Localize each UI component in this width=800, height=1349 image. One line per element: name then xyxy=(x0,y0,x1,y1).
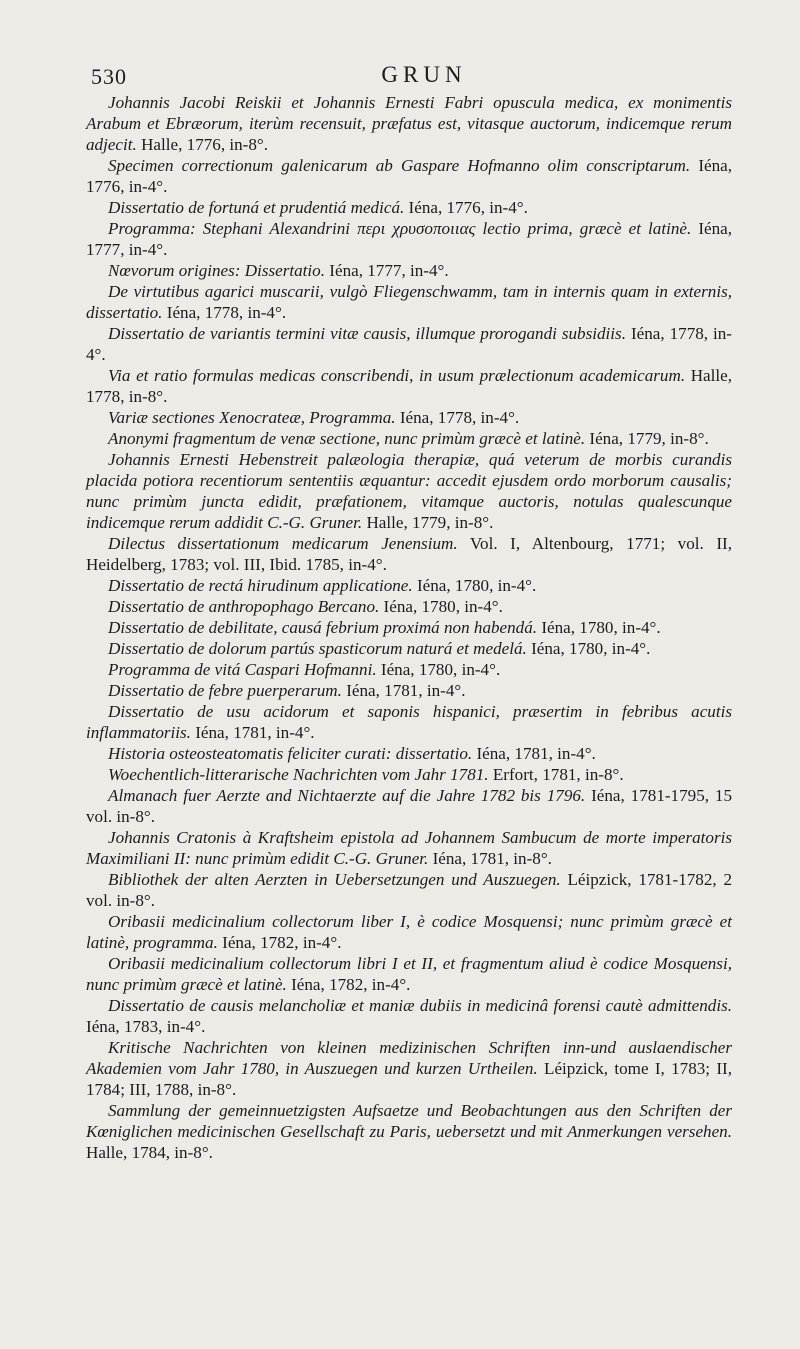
entry-details: Iéna, 1780, in-4°. xyxy=(383,597,503,616)
bibliography-entry xyxy=(86,953,732,995)
entry-title: Dissertatio de fortuná et prudentiá medicá. xyxy=(108,198,405,217)
bibliography-entry xyxy=(86,701,732,743)
bibliography-entry xyxy=(86,638,732,659)
bibliography-list xyxy=(86,92,732,1163)
entry-details: Léipzick, 1781-1782, 2 vol. in-8°. xyxy=(86,870,732,910)
bibliography-entry xyxy=(86,659,732,680)
entry-title: Variæ sectiones Xenocrateæ, Programma. xyxy=(108,408,396,427)
bibliography-entry xyxy=(86,617,732,638)
bibliography-entry xyxy=(86,281,732,323)
entry-title: Programma: Stephani Alexandrini περι χρυσοποιιας lectio prima, græcè et latinè. xyxy=(108,219,692,238)
entry-title: Oribasii medicinalium collectorum libri I et II, et fragmentum aliud è codice Mosquensi, nunc primùm græcè et latinè. xyxy=(86,954,732,994)
entry-details: Iéna, 1782, in-4°. xyxy=(291,975,411,994)
entry-title: Sammlung der gemeinnuetzigsten Aufsaetze und Beobachtungen aus den Schriften der Kœniglichen medicinischen Gesellschaft zu Paris, uebersetzt und mit Anmerkungen versehen. xyxy=(86,1101,732,1141)
entry-details: Iéna, 1780, in-4°. xyxy=(416,576,537,595)
entry-details: Halle, 1779, in-8°. xyxy=(366,513,494,532)
entry-title: Bibliothek der alten Aerzten in Uebersetzungen und Auszuegen. xyxy=(108,870,561,889)
entry-title: Dissertatio de febre puerperarum. xyxy=(108,681,342,700)
bibliography-entry xyxy=(86,449,732,533)
bibliography-entry xyxy=(86,575,732,596)
entry-details: Iéna, 1777, in-4°. xyxy=(329,261,449,280)
entry-title: Dissertatio de dolorum partús spasticorum naturá et medelá. xyxy=(108,639,527,658)
bibliography-entry xyxy=(86,1037,732,1100)
entry-details: Erfort, 1781, in-8°. xyxy=(492,765,624,784)
entry-title: Kritische Nachrichten von kleinen medizinischen Schriften inn-und auslaendischer Akademien vom Jahr 1780, in Auszuegen und kurzen Urtheilen. xyxy=(86,1038,732,1078)
entry-title: Nœvorum origines: Dissertatio. xyxy=(108,261,326,280)
bibliography-entry xyxy=(86,596,732,617)
entry-details: Iéna, 1778, in-4°. xyxy=(399,408,520,427)
entry-details: Iéna, 1777, in-4°. xyxy=(86,219,732,259)
bibliography-entry xyxy=(86,743,732,764)
bibliography-entry xyxy=(86,197,732,218)
running-head xyxy=(86,56,732,90)
entry-title: Anonymi fragmentum de venæ sectione, nunc primùm græcè et latinè. xyxy=(108,429,586,448)
bibliography-entry xyxy=(86,92,732,155)
bibliography-entry xyxy=(86,155,732,197)
entry-details: Halle, 1776, in-8°. xyxy=(141,135,269,154)
bibliography-entry xyxy=(86,827,732,869)
entry-details: Iéna, 1781, in-4°. xyxy=(476,744,596,763)
bibliography-entry xyxy=(86,785,732,827)
entry-title: Johannis Ernesti Hebenstreit palæologia therapiæ, quá veterum de morbis curandis placida potiora recentiorum sententiis æquantur: accedit ejusdem ordo morborum causalis; nunc primùm juncta edidit, præfationem, vitamque auctoris, notulas qualescunque indicemque rerum addidit C.-G. Gruner. xyxy=(86,450,732,532)
bibliography-entry xyxy=(86,995,732,1037)
entry-details: Léipzick, tome I, 1783; II, 1784; III, 1788, in-8°. xyxy=(86,1059,732,1099)
entry-details: Iéna, 1778, in-4°. xyxy=(86,324,733,364)
bibliography-entry xyxy=(86,260,732,281)
bibliography-entry xyxy=(86,680,732,701)
entry-details: Iéna, 1781-1795, 15 vol. in-8°. xyxy=(86,786,732,826)
entry-details: Halle, 1778, in-8°. xyxy=(86,366,732,406)
entry-details: Iéna, 1782, in-4°. xyxy=(222,933,342,952)
bibliography-entry xyxy=(86,764,732,785)
entry-title: Johannis Cratonis à Kraftsheim epistola ad Johannem Sambucum de morte imperatoris Maximiliani II: nunc primùm edidit C.-G. Gruner. xyxy=(86,828,732,868)
entry-title: Dissertatio de causis melancholiæ et maniæ dubiis in medicinâ forensi cautè admittendis. xyxy=(108,996,732,1015)
bibliography-entry xyxy=(86,911,732,953)
entry-title: Almanach fuer Aerzte and Nichtaerzte auf die Jahre 1782 bis 1796. xyxy=(108,786,586,805)
entry-title: Dissertatio de anthropophago Bercano. xyxy=(108,597,380,616)
entry-details: Iéna, 1779, in-8°. xyxy=(589,429,709,448)
entry-details: Iéna, 1780, in-4°. xyxy=(380,660,501,679)
entry-title: Dilectus dissertationum medicarum Jenensium. xyxy=(108,534,458,553)
entry-details: Halle, 1784, in-8°. xyxy=(86,1143,213,1162)
page-number: 530 xyxy=(91,64,127,89)
entry-title: Oribasii medicinalium collectorum liber I, è codice Mosquensi; nunc primùm græcè et latinè, programma. xyxy=(86,912,732,952)
entry-title: Dissertatio de debilitate, causá febrium proximá non habendá. xyxy=(108,618,538,637)
entry-title: De virtutibus agarici muscarii, vulgò Fliegenschwamm, tam in internis quam in externis, dissertatio. xyxy=(86,282,732,322)
entry-details: Iéna, 1781, in-4°. xyxy=(346,681,466,700)
entry-title: Dissertatio de variantis termini vitæ causis, illumque prorogandi subsidiis. xyxy=(108,324,626,343)
bibliography-entry xyxy=(86,533,732,575)
entry-title: Historia osteosteatomatis feliciter curati: dissertatio. xyxy=(108,744,473,763)
entry-title: Via et ratio formulas medicas conscribendi, in usum prælectionum academicarum. xyxy=(108,366,686,385)
entry-details: Iéna, 1776, in-4°. xyxy=(86,156,732,196)
entry-details: Iéna, 1780, in-4°. xyxy=(531,639,651,658)
entry-title: Specimen correctionum galenicarum ab Gaspare Hofmanno olim conscriptarum. xyxy=(108,156,691,175)
entry-title: Woechentlich-litterarische Nachrichten vom Jahr 1781. xyxy=(108,765,489,784)
bibliography-entry xyxy=(86,323,732,365)
entry-title: Dissertatio de rectá hirudinum applicatione. xyxy=(108,576,413,595)
bibliography-entry xyxy=(86,428,732,449)
bibliography-entry xyxy=(86,869,732,911)
entry-details: Iéna, 1776, in-4°. xyxy=(408,198,528,217)
bibliography-entry xyxy=(86,1100,732,1163)
entry-title: Programma de vitá Caspari Hofmanni. xyxy=(108,660,377,679)
bibliography-entry xyxy=(86,218,732,260)
bibliography-entry xyxy=(86,365,732,407)
entry-details: Iéna, 1781, in-4°. xyxy=(195,723,315,742)
entry-title: Dissertatio de usu acidorum et saponis hispanici, præsertim in febribus acutis inflammatoriis. xyxy=(86,702,732,742)
entry-details: Iéna, 1780, in-4°. xyxy=(541,618,661,637)
entry-details: Iéna, 1781, in-8°. xyxy=(432,849,552,868)
entry-details: Vol. I, Altenbourg, 1771; vol. II, Heidelberg, 1783; vol. III, Ibid. 1785, in-4°. xyxy=(86,534,732,574)
entry-title: Johannis Jacobi Reiskii et Johannis Ernesti Fabri opuscula medica, ex monimentis Arabum et Ebræorum, iterùm recensuit, præfatus est, vitasque auctorum, indicemque rerum adjecit. xyxy=(86,93,732,154)
running-title: GRUN xyxy=(381,62,467,87)
bibliography-entry xyxy=(86,407,732,428)
entry-details: Iéna, 1778, in-4°. xyxy=(166,303,287,322)
entry-details: Iéna, 1783, in-4°. xyxy=(86,1017,206,1036)
